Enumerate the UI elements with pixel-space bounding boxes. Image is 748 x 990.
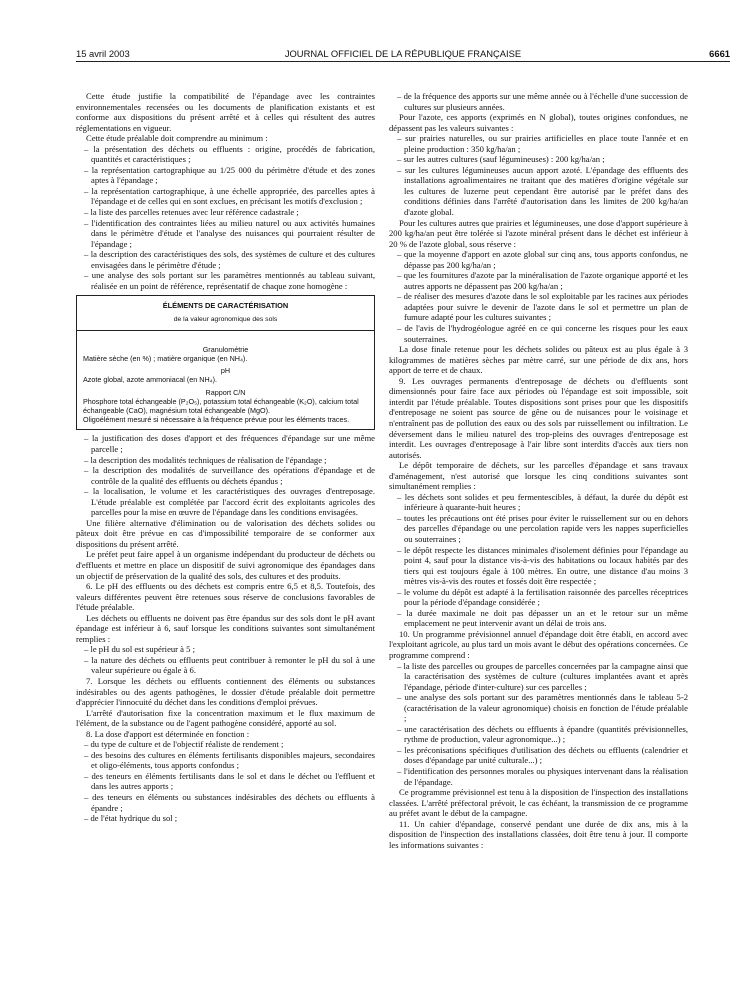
header-rule — [76, 61, 730, 62]
list-item: – une analyse des sols portant sur des paramètres mentionnés dans le tableau 5-2 (caractérisation de la valeur agronomique) choisis en fonction de l'étude préalable ; — [397, 692, 688, 724]
paragraph: 9. Les ouvrages permanents d'entreposage de déchets ou d'effluents sont dimensionnés pour faire face aux périodes où l'épandage est soit impossible, soit interdit par l'étude préalable. Toutes dispositions sont prises pour que les dispositifs d'entreposage ne soient pas source de gêne ou de nuisances pour le voisinage et n'entraînent pas de pollution des eaux ou des sols par ruissellement ou infiltration. Le déversement dans le milieu naturel des trop-pleins des ouvrages d'entreposage est interdit. Les ouvrages d'entreposage à l'air libre sont interdits d'accès aux tiers non autorisés. — [389, 375, 688, 460]
list-item: – l'identification des personnes morales ou physiques intervenant dans la réalisation de l'épandage. — [397, 766, 688, 787]
list-item: – que les fournitures d'azote par la minéralisation de l'azote organique apporté et les autres apports ne dépassent pas 200 kg/ha/an ; — [397, 270, 688, 291]
paragraph: 7. Lorsque les déchets ou effluents contiennent des éléments ou substances indésirables ou des agents pathogènes, le dossier d'étude préalable doit permettre d'apprécier l'innocuité du déchet dans les conditions d'emploi prévues. — [76, 676, 375, 708]
list-item: – les préconisations spécifiques d'utilisation des déchets ou effluents (calendrier et doses d'épandage par unité culturale...) ; — [397, 744, 688, 766]
list-item: – la liste des parcelles retenues avec leur référence cadastrale ; — [84, 207, 299, 218]
page-header — [76, 48, 730, 62]
table-subtitle: de la valeur agronomique des sols — [77, 315, 374, 331]
table-row: Azote global, azote ammoniacal (en NH₄). — [83, 375, 217, 385]
list-item: – de l'état hydrique du sol ; — [84, 813, 178, 824]
table-row: Granulométrie — [202, 344, 249, 354]
list-item: – la nature des déchets ou effluents peut contribuer à remonter le pH du sol à une valeur supérieure ou égale à 6. — [84, 654, 375, 676]
list-item: – le volume du dépôt est adapté à la fertilisation raisonnée des parcelles réceptrices pour la période d'épandage considérée ; — [397, 586, 688, 608]
list-item: – du type de culture et de l'objectif réaliste de rendement ; — [84, 739, 284, 750]
list-item: – des teneurs en éléments fertilisants dans le sol et dans le déchet ou l'effluent et dans les autres apports ; — [84, 770, 375, 792]
list-item: – de réaliser des mesures d'azote dans le sol exploitable par les racines aux périodes adaptées pour suivre le devenir de l'azote dans le sol et permettre un plan de fumure adapté pour les cultures suivantes ; — [397, 291, 688, 323]
list-item: – sur les autres cultures (sauf légumineuses) : 200 kg/ha/an ; — [397, 154, 605, 165]
paragraph: 11. Un cahier d'épandage, conservé pendant une durée de dix ans, mis à la disposition de l'inspection des installations classées, doit être tenu à jour. Il comporte les informations suivantes : — [389, 818, 688, 850]
list-item: – le pH du sol est supérieur à 5 ; — [84, 644, 195, 655]
list-item: – une analyse des sols portant sur les paramètres mentionnés au tableau suivant, réalisée en un point de référence, représentatif de chaque zone homogène : — [84, 270, 375, 291]
list-item: – de l'avis de l'hydrogéologue agréé en ce qui concerne les risques pour les eaux souterraines. — [397, 323, 688, 344]
left-column-before-table — [76, 91, 375, 291]
paragraph: 8. La dose d'apport est déterminée en fonction : — [86, 728, 250, 739]
paragraph: Cette étude préalable doit comprendre au minimum : — [86, 133, 268, 144]
paragraph: 6. Le pH des effluents ou des déchets est compris entre 6,5 et 8,5. Toutefois, des valeurs différentes peuvent être retenues sous réserve de conclusions favorables de l'étude préalable. — [76, 581, 375, 613]
paragraph: Pour les cultures autres que prairies et légumineuses, une dose d'apport supérieure à 200 kg/ha/an peut être tolérée si l'azote minéral présent dans le déchet est inférieur à 20 % de l'azote global, sous réserve : — [389, 217, 688, 249]
table-row: Phosphore total échangeable (P₂O₅), potassium total échangeable (K₂O), calcium total échangeable (CaO), magnésium total échangeable (MgO). — [83, 396, 359, 416]
list-item: – les déchets sont solides et peu fermentescibles, à défaut, la durée du dépôt est inférieure à quarante-huit heures ; — [397, 491, 688, 513]
left-column-after-table — [76, 433, 375, 823]
list-item: – que la moyenne d'apport en azote global sur cinq ans, tous apports confondus, ne dépasse pas 200 kg/ha/an ; — [397, 249, 688, 270]
paragraph: L'arrêté d'autorisation fixe la concentration maximum et le flux maximum de l'élément, de la substance ou de l'agent pathogène considéré, apporté au sol. — [76, 707, 375, 729]
table-row: Matière sèche (en %) ; matière organique (en NH₄). — [83, 354, 248, 363]
left-column — [76, 91, 375, 824]
paragraph: 10. Un programme prévisionnel annuel d'épandage doit être établi, en accord avec l'exploitant agricole, au plus tard un mois avant le début des opérations concernées. Ce programme comprend : — [389, 628, 688, 660]
list-item: – des besoins des cultures en éléments fertilisants disponibles majeurs, secondaires et oligo-éléments, tous apports confondus ; — [84, 749, 375, 771]
list-item: – sur les cultures légumineuses aucun apport azoté. L'épandage des effluents des installations agroalimentaires ne traitant que des matières d'origine végétale sur les cultures de luzerne peut cependant être autorisé par le préfet dans des conditions définies dans l'arrêté d'autorisation dans les limites de 200 kg/ha/an d'azote global. — [397, 164, 688, 218]
right-column — [389, 91, 688, 850]
list-item: – le dépôt respecte les distances minimales d'isolement définies pour l'épandage au point 4, sauf pour la distance vis-à-vis des habitations ou locaux habités par des tiers qui est toujours égale à 100 mètres. En outre, une distance d'au moins 3 mètres vis-à-vis des routes et fossés doit être respectée ; — [397, 544, 688, 587]
list-item: – la description des caractéristiques des sols, des systèmes de culture et des cultures envisagées dans le périmètre d'étude ; — [84, 249, 375, 270]
header-page-number: 6661 — [709, 48, 730, 59]
list-item: – la représentation cartographique, à une échelle appropriée, des parcelles aptes à l'épandage et de celles qui en sont exclues, en précisant les motifs d'exclusion ; — [84, 185, 375, 207]
paragraph: Cette étude justifie la compatibilité de l'épandage avec les contraintes environnementales recensées ou les documents de planification existants et est conforme aux dispositions du présent arrêté et à celles qui résultent des autres réglementations en vigueur. — [76, 91, 375, 133]
table-row: pH — [220, 366, 231, 376]
list-item: – la représentation cartographique au 1/25 000 du périmètre d'étude et des zones aptes à l'épandage ; — [84, 164, 375, 186]
table-rows — [83, 345, 368, 425]
paragraph: La dose finale retenue pour les déchets solides ou pâteux est au plus égale à 3 kilogrammes de matières sèches par mètre carré, sur une période de dix ans, hors apport de terre et de chaux. — [389, 344, 688, 376]
list-item: – la description des modalités de surveillance des opérations d'épandage et de contrôle de la qualité des effluents ou déchets épandus ; — [84, 465, 375, 486]
paragraph: Ce programme prévisionnel est tenu à la disposition de l'inspection des installations classées. L'arrêté préfectoral prévoit, le cas échéant, la transmission de ce programme au préfet avant le début de la campagne. — [389, 787, 688, 819]
paragraph: Une filière alternative d'élimination ou de valorisation des déchets solides ou pâteux doit être prévue en cas d'impossibilité temporaire de se conformer aux dispositions du présent arrêté. — [76, 517, 375, 549]
list-item: – toutes les précautions ont été prises pour éviter le ruissellement sur ou en dehors des parcelles d'épandage ou une percolation rapide vers les nappes superficielles ou souterraines ; — [397, 512, 688, 544]
table-row: Rapport C/N — [205, 387, 246, 397]
paragraph: Le dépôt temporaire de déchets, sur les parcelles d'épandage et sans travaux d'aménagement, n'est autorisé que lorsque les cinq conditions suivantes sont simultanément remplies : — [389, 460, 688, 492]
paragraph: Le préfet peut faire appel à un organisme indépendant du producteur de déchets ou d'effluents et mettre en place un dispositif de suivi agronomique des épandages dans un objectif de préservation de la qualité des sols, des cultures et des produits. — [76, 549, 375, 581]
header-date: 15 avril 2003 — [76, 48, 130, 59]
list-item: – de la fréquence des apports sur une même année ou à l'échelle d'une succession de cultures sur plusieurs années. — [397, 91, 688, 112]
list-item: – la justification des doses d'apport et des fréquences d'épandage sur une même parcelle ; — [84, 433, 375, 454]
list-item: – l'identification des contraintes liées au milieu naturel ou aux activités humaines dans le périmètre d'étude et l'analyse des nuisances qui pourraient résulter de l'épandage ; — [84, 217, 375, 249]
list-item: – la liste des parcelles ou groupes de parcelles concernées par la campagne ainsi que la caractérisation des systèmes de culture (cultures implantées avant et après l'épandage, période d'inter-culture) sur ces parcelles ; — [397, 660, 688, 692]
list-item: – sur prairies naturelles, ou sur prairies artificielles en place toute l'année et en pleine production : 350 kg/ha/an ; — [397, 133, 688, 154]
list-item: – des teneurs en éléments ou substances indésirables des déchets ou effluents à épandre ; — [84, 792, 375, 813]
list-item: – la présentation des déchets ou effluents : origine, procédés de fabrication, quantités et caractéristiques ; — [84, 143, 375, 165]
list-item: – la localisation, le volume et les caractéristiques des ouvrages d'entreposage. L'étude préalable est complétée par l'accord écrit des exploitants agricoles des parcelles pour la mise en œuvre de l'épandage dans les conditions envisagées. — [84, 486, 375, 518]
list-item: – la durée maximale ne doit pas dépasser un an et le retour sur un même emplacement ne peut intervenir avant un délai de trois ans. — [397, 607, 688, 629]
table-title: ÉLÉMENTS DE CARACTÉRISATION — [162, 301, 289, 311]
header-journal-title: JOURNAL OFFICIEL DE LA RÉPUBLIQUE FRANÇAISE — [284, 48, 522, 59]
paragraph: Pour l'azote, ces apports (exprimés en N global), toutes origines confondues, ne dépassent pas les valeurs suivantes : — [389, 112, 688, 133]
list-item: – la description des modalités techniques de réalisation de l'épandage ; — [84, 454, 327, 465]
paragraph: Les déchets ou effluents ne doivent pas être épandus sur des sols dont le pH avant épandage est inférieur à 6, sauf lorsque les conditions suivantes sont simultanément remplies : — [76, 612, 375, 644]
list-item: – une caractérisation des déchets ou effluents à épandre (quantités prévisionnelles, rythme de production, valeur agronomique...) ; — [397, 723, 688, 745]
table-row: Oligoélément mesuré si nécessaire à la fréquence prévue pour les éléments traces. — [83, 415, 350, 425]
soil-characterisation-table — [76, 295, 375, 430]
